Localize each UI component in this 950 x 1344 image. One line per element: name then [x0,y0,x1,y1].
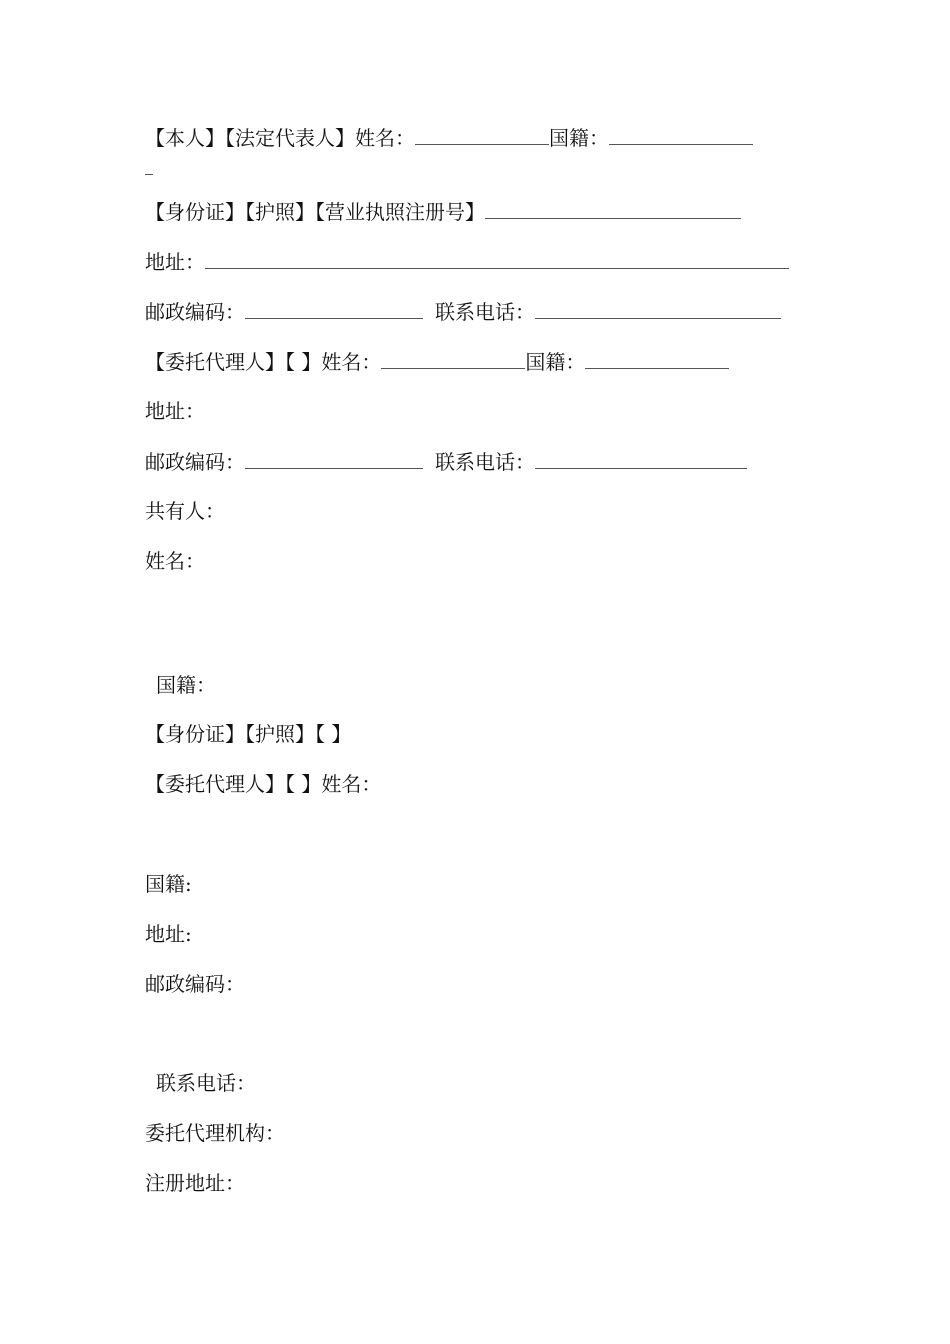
agent-phone-field[interactable] [535,448,747,469]
registered-address-row [145,1170,245,1196]
id-options: 【身份证】【护照】【营业执照注册号】 [145,200,485,224]
registered-address-label: 注册地址： [145,1171,245,1195]
co-agent-row [145,771,381,797]
co-owner-name-label: 姓名： [145,549,205,573]
party-name-field[interactable] [415,124,549,145]
wrap-stub-row [145,154,153,181]
postal-field[interactable] [245,298,423,319]
wrap-stub-line [145,154,153,175]
agent-name-field[interactable] [381,348,525,369]
co-owner-row [145,498,225,524]
co-agent-line: 【委托代理人】【 】姓名： [145,772,382,796]
postal-phone-row [145,298,781,325]
agent-postal-phone-row [145,448,747,475]
id-row [145,198,741,225]
party-nationality-field[interactable] [609,124,753,145]
address-field[interactable] [205,248,789,269]
address-label: 地址： [145,250,205,274]
phone-field[interactable] [535,298,781,319]
co-owner-id-options: 【身份证】【护照】【 】 [145,722,352,746]
agent-postal-field[interactable] [245,448,423,469]
agent-phone-label: 联系电话： [435,450,535,474]
agency-label: 委托代理机构： [145,1121,285,1145]
address-row [145,248,789,275]
party-name-label: 姓名： [355,126,415,150]
co-owner-nationality-row [156,672,216,698]
agent-address-row [145,398,205,424]
agent-options: 【委托代理人】【 】 [145,350,322,374]
party-nationality-label: 国籍： [549,126,609,150]
co-agent-nationality-row [145,871,192,897]
agent-row [145,348,729,375]
agent-postal-label: 邮政编码： [145,450,245,474]
co-agent-address-label: 地址: [145,922,192,946]
co-agent-phone-row [156,1070,256,1096]
agent-nationality-label: 国籍： [525,350,586,374]
party-row [145,124,753,151]
co-owner-id-row [145,721,351,747]
party-options: 【本人】【法定代表人】 [145,126,355,150]
co-owner-name-row [145,548,205,574]
co-owner-nationality-label: 国籍： [156,673,216,697]
agent-address-label: 地址： [145,399,205,423]
co-agent-postal-row [145,971,245,997]
postal-label: 邮政编码： [145,300,245,324]
id-number-field[interactable] [485,198,741,219]
agent-name-label: 姓名： [321,350,382,374]
co-agent-address-row [145,921,192,947]
agency-row [145,1120,285,1146]
co-owner-label: 共有人： [145,499,225,523]
phone-label: 联系电话： [435,300,535,324]
co-agent-nationality-label: 国籍: [145,872,192,896]
co-agent-postal-label: 邮政编码： [145,972,245,996]
agent-nationality-field[interactable] [585,348,729,369]
co-agent-phone-label: 联系电话： [156,1071,256,1095]
